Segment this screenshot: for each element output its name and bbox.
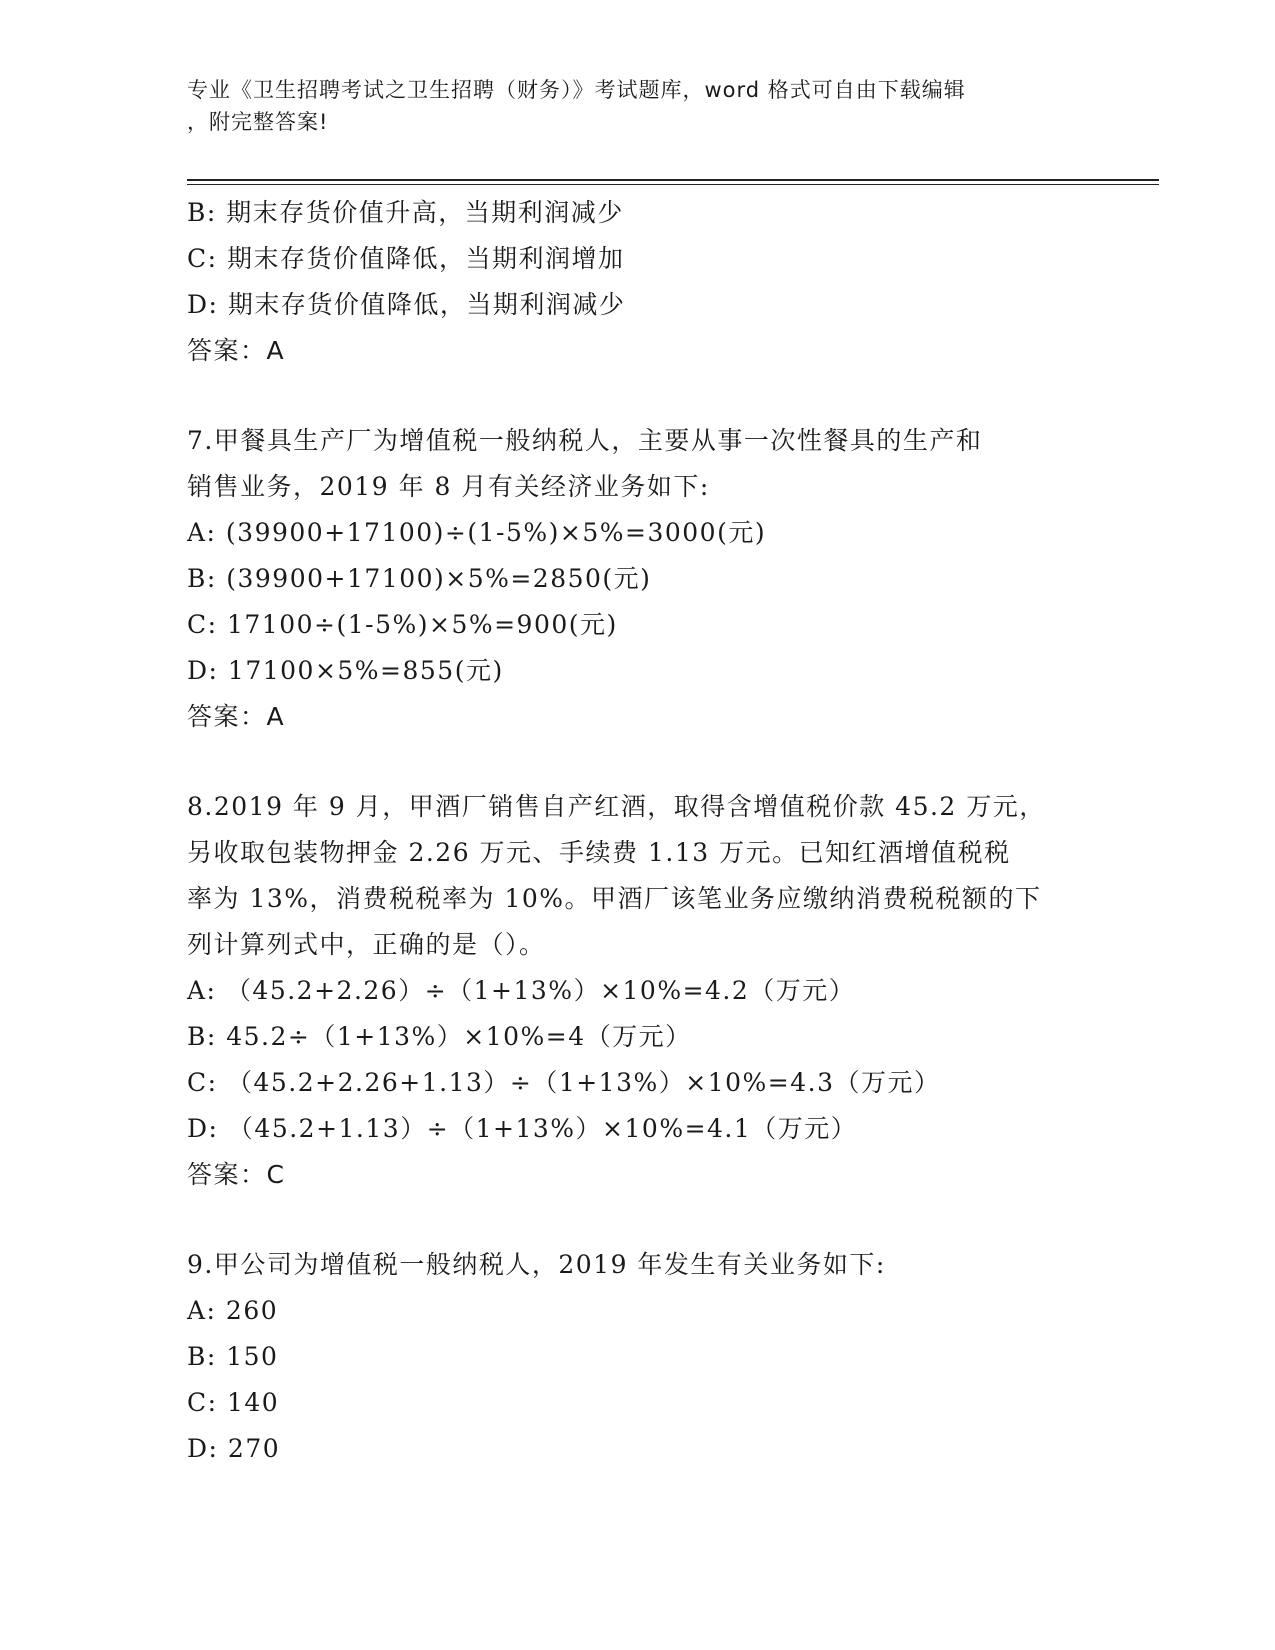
page-header bbox=[187, 74, 1067, 138]
answer: 答案：C bbox=[187, 1160, 286, 1189]
question-stem: 列计算列式中，正确的是（）。 bbox=[187, 930, 546, 959]
question-stem: 销售业务，2019 年 8 月有关经济业务如下: bbox=[187, 472, 710, 501]
header-title-line2: ，附完整答案! bbox=[187, 110, 329, 134]
option-a: A: （45.2+2.26）÷（1+13%）×10%=4.2（万元） bbox=[187, 976, 856, 1005]
option-d: D: 17100×5%=855(元) bbox=[187, 656, 504, 685]
question-stem: 9.甲公司为增值税一般纳税人，2019 年发生有关业务如下: bbox=[187, 1250, 886, 1279]
option-d: D: 270 bbox=[187, 1434, 281, 1463]
question-6 bbox=[187, 190, 1087, 374]
option-b: B: (39900+17100)×5%=2850(元) bbox=[187, 564, 652, 593]
question-stem: 7.甲餐具生产厂为增值税一般纳税人，主要从事一次性餐具的生产和 bbox=[187, 426, 983, 455]
spacer bbox=[187, 740, 1087, 784]
question-list bbox=[187, 190, 1087, 1472]
option-c: C: 140 bbox=[187, 1388, 280, 1417]
question-stem: 另收取包装物押金 2.26 万元、手续费 1.13 万元。已知红酒增值税税 bbox=[187, 838, 1011, 867]
question-8 bbox=[187, 784, 1087, 1198]
option-b: B: 期末存货价值升高，当期利润减少 bbox=[187, 198, 624, 227]
header-divider-thick bbox=[187, 179, 1159, 181]
spacer bbox=[187, 374, 1087, 418]
option-b: B: 150 bbox=[187, 1342, 279, 1371]
option-c: C: （45.2+2.26+1.13）÷（1+13%）×10%=4.3（万元） bbox=[187, 1068, 941, 1097]
option-d: D: （45.2+1.13）÷（1+13%）×10%=4.1（万元） bbox=[187, 1114, 858, 1143]
option-c: C: 期末存货价值降低，当期利润增加 bbox=[187, 244, 625, 273]
option-b: B: 45.2÷（1+13%）×10%=4（万元） bbox=[187, 1022, 692, 1051]
option-d: D: 期末存货价值降低，当期利润减少 bbox=[187, 290, 626, 319]
option-c: C: 17100÷(1-5%)×5%=900(元) bbox=[187, 610, 618, 639]
header-divider-thin bbox=[187, 184, 1159, 185]
question-stem: 率为 13%，消费税税率为 10%。甲酒厂该笔业务应缴纳消费税税额的下 bbox=[187, 884, 1042, 913]
answer: 答案：A bbox=[187, 702, 286, 731]
header-title-line1: 专业《卫生招聘考试之卫生招聘（财务）》考试题库，word 格式可自由下载编辑 bbox=[187, 78, 966, 102]
question-7 bbox=[187, 418, 1087, 740]
option-a: A: 260 bbox=[187, 1296, 279, 1325]
answer: 答案：A bbox=[187, 336, 286, 365]
spacer bbox=[187, 1198, 1087, 1242]
question-9 bbox=[187, 1242, 1087, 1472]
question-stem: 8.2019 年 9 月，甲酒厂销售自产红酒，取得含增值税价款 45.2 万元， bbox=[187, 792, 1046, 821]
option-a: A: (39900+17100)÷(1-5%)×5%=3000(元) bbox=[187, 518, 767, 547]
